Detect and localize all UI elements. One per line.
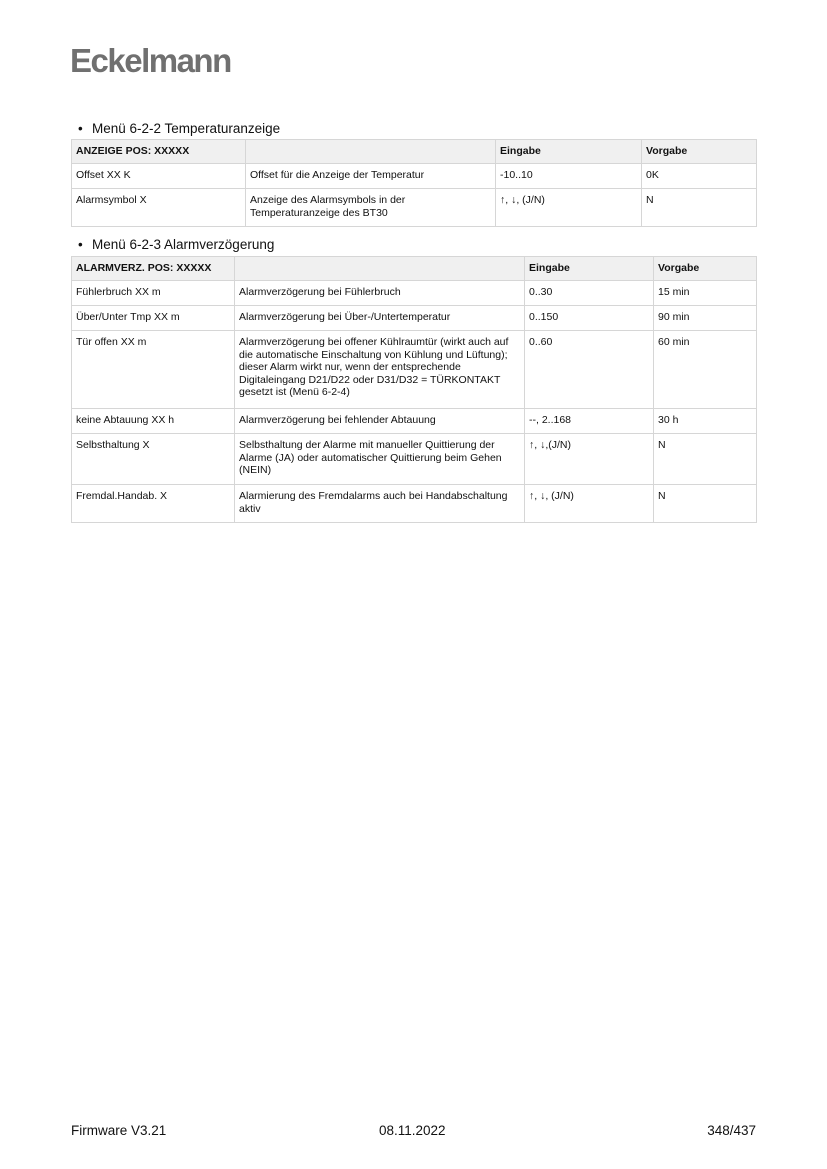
cell-eingabe: ↑, ↓, (J/N) xyxy=(496,189,642,227)
cell-description: Alarmverzögerung bei offener Kühlraumtür (wirkt auch auf die automatische Einschaltung von Kühlung und Lüftung); dieser Alarm wirkt nur, wenn der entsprechende Digitaleingang D21/D22 oder D31/D32 = TÜRKONTAKT gesetzt ist (Menü 6-2-4) xyxy=(235,331,525,409)
section-title-text: Menü 6-2-3 Alarmverzögerung xyxy=(92,237,275,252)
cell-parameter: Alarmsymbol X xyxy=(72,189,246,227)
cell-eingabe: -10..10 xyxy=(496,164,642,189)
cell-vorgabe: 15 min xyxy=(654,281,757,306)
section-title-alarmverzoegerung xyxy=(78,237,274,252)
column-header-description xyxy=(235,257,525,281)
table-row xyxy=(72,306,757,331)
footer-firmware: Firmware V3.21 xyxy=(71,1123,167,1138)
cell-description: Alarmverzögerung bei fehlender Abtauung xyxy=(235,409,525,434)
cell-eingabe: 0..150 xyxy=(525,306,654,331)
temperaturanzeige-table xyxy=(71,139,757,227)
cell-description: Anzeige des Alarmsymbols in der Temperaturanzeige des BT30 xyxy=(246,189,496,227)
cell-vorgabe: 60 min xyxy=(654,331,757,409)
cell-eingabe: ↑, ↓, (J/N) xyxy=(525,485,654,523)
column-header-description xyxy=(246,140,496,164)
column-header-parameter: ALARMVERZ. POS: XXXXX xyxy=(72,257,235,281)
cell-vorgabe: 30 h xyxy=(654,409,757,434)
section-title-temperaturanzeige xyxy=(78,121,280,136)
cell-vorgabe: N xyxy=(654,485,757,523)
column-header-parameter: ANZEIGE POS: XXXXX xyxy=(72,140,246,164)
cell-description: Alarmierung des Fremdalarms auch bei Handabschaltung aktiv xyxy=(235,485,525,523)
cell-parameter: Offset XX K xyxy=(72,164,246,189)
table-header-row xyxy=(72,140,757,164)
table-row xyxy=(72,281,757,306)
cell-eingabe: 0..30 xyxy=(525,281,654,306)
column-header-vorgabe: Vorgabe xyxy=(642,140,757,164)
cell-vorgabe: N xyxy=(642,189,757,227)
column-header-eingabe: Eingabe xyxy=(496,140,642,164)
table-row xyxy=(72,434,757,485)
cell-parameter: Fühlerbruch XX m xyxy=(72,281,235,306)
table-row xyxy=(72,331,757,409)
cell-description: Selbsthaltung der Alarme mit manueller Quittierung der Alarme (JA) oder automatischer Quittierung beim Gehen (NEIN) xyxy=(235,434,525,485)
cell-description: Alarmverzögerung bei Fühlerbruch xyxy=(235,281,525,306)
cell-vorgabe: N xyxy=(654,434,757,485)
table-row xyxy=(72,409,757,434)
section-title-text: Menü 6-2-2 Temperaturanzeige xyxy=(92,121,281,136)
bullet-icon: • xyxy=(78,237,83,252)
bullet-icon: • xyxy=(78,121,83,136)
cell-parameter: Tür offen XX m xyxy=(72,331,235,409)
column-header-eingabe: Eingabe xyxy=(525,257,654,281)
column-header-vorgabe: Vorgabe xyxy=(654,257,757,281)
cell-eingabe: ↑, ↓,(J/N) xyxy=(525,434,654,485)
table-row xyxy=(72,485,757,523)
cell-vorgabe: 90 min xyxy=(654,306,757,331)
footer-page-number: 348/437 xyxy=(707,1123,756,1138)
cell-description: Offset für die Anzeige der Temperatur xyxy=(246,164,496,189)
table-header-row xyxy=(72,257,757,281)
cell-parameter: Fremdal.Handab. X xyxy=(72,485,235,523)
cell-eingabe: 0..60 xyxy=(525,331,654,409)
cell-eingabe: --, 2..168 xyxy=(525,409,654,434)
eckelmann-logo: Eckelmann xyxy=(70,42,231,79)
cell-parameter: Selbsthaltung X xyxy=(72,434,235,485)
alarmverzoegerung-table xyxy=(71,256,757,523)
table-row xyxy=(72,189,757,227)
cell-parameter: Über/Unter Tmp XX m xyxy=(72,306,235,331)
cell-description: Alarmverzögerung bei Über-/Untertemperatur xyxy=(235,306,525,331)
table-row xyxy=(72,164,757,189)
footer-date: 08.11.2022 xyxy=(379,1123,446,1138)
cell-parameter: keine Abtauung XX h xyxy=(72,409,235,434)
cell-vorgabe: 0K xyxy=(642,164,757,189)
